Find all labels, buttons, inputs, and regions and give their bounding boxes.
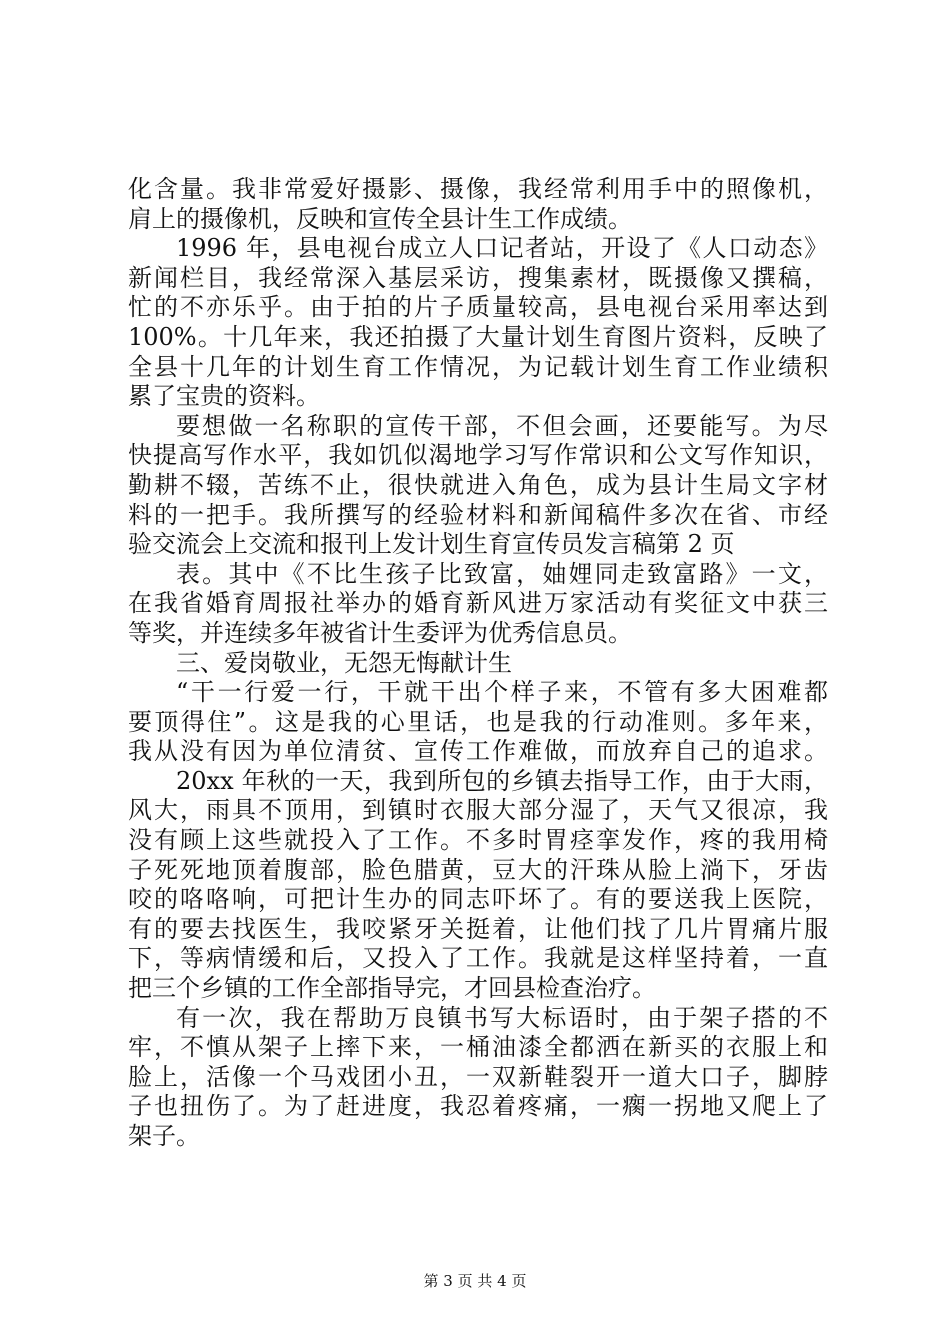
text-line: 1996 年，县电视台成立人口记者站，开设了《人口动态》 [176,234,828,263]
text-line: 化含量。我非常爱好摄影、摄像，我经常利用手中的照像机， [128,175,828,203]
text-line: 表。其中《不比生孩子比致富，妯娌同走致富路》一文， [176,559,828,588]
text-line: 我从没有因为单位清贫、宣传工作难做，而放弃自己的追求。 [128,737,828,766]
text-line: 三、爱岗敬业，无怨无悔献计生 [176,648,512,677]
text-line: 子也扭伤了。为了赶进度，我忍着疼痛，一瘸一拐地又爬上了 [128,1092,828,1121]
text-line: “干一行爱一行，干就干出个样子来，不管有多大困难都 [176,678,828,707]
page-footer: 第 3 页 共 4 页 [423,1272,527,1290]
text-line: 肩上的摄像机，反映和宣传全县计生工作成绩。 [128,204,632,233]
text-line: 勤耕不辍，苦练不止，很快就进入角色，成为县计生局文字材 [128,470,828,499]
text-line: 新闻栏目，我经常深入基层采访，搜集素材，既摄像又撰稿， [128,263,828,292]
text-line: 忙的不亦乐乎。由于拍的片子质量较高，县电视台采用率达到 [128,293,828,322]
text-line: 有一次，我在帮助万良镇书写大标语时，由于架子搭的不 [176,1003,828,1032]
text-line: 全县十几年的计划生育工作情况，为记载计划生育工作业绩积 [128,352,828,381]
text-line: 牢，不慎从架子上摔下来，一桶油漆全都洒在新买的衣服上和 [128,1033,828,1062]
text-line: 要想做一名称职的宣传干部，不但会画，还要能写。为尽 [176,411,828,440]
text-line: 架子。 [128,1122,200,1150]
text-line: 咬的咯咯响，可把计生办的同志吓坏了。有的要送我上医院， [128,885,828,914]
text-line: 快提高写作水平，我如饥似渴地学习写作常识和公文写作知识， [128,441,828,470]
text-line: 验交流会上交流和报刊上发计划生育宣传员发言稿第 2 页 [128,530,735,559]
text-line: 把三个乡镇的工作全部指导完，才回县检查治疗。 [128,974,656,1003]
text-line: 脸上，活像一个马戏团小丑，一双新鞋裂开一道大口子，脚脖 [128,1062,828,1091]
text-line: 100%。十几年来，我还拍摄了大量计划生育图片资料，反映了 [128,322,828,351]
text-line: 累了宝贵的资料。 [128,382,320,411]
body-text [128,175,828,1152]
text-line: 20xx 年秋的一天，我到所包的乡镇去指导工作，由于大雨， [176,766,828,795]
text-line: 风大，雨具不顶用，到镇时衣服大部分湿了，天气又很凉，我 [128,796,828,825]
text-line: 有的要去找医生，我咬紧牙关挺着，让他们找了几片胃痛片服 [128,914,828,943]
text-line: 要顶得住”。这是我的心里话，也是我的行动准则。多年来， [128,707,828,736]
text-line: 没有顾上这些就投入了工作。不多时胃痉挛发作，疼的我用椅 [128,826,828,855]
text-line: 下，等病情缓和后，又投入了工作。我就是这样坚持着，一直 [128,944,828,973]
text-line: 等奖，并连续多年被省计生委评为优秀信息员。 [128,618,632,647]
text-line: 在我省婚育周报社举办的婚育新风进万家活动有奖征文中获三 [128,589,828,618]
text-line: 料的一把手。我所撰写的经验材料和新闻稿件多次在省、市经 [128,500,828,529]
text-line: 子死死地顶着腹部，脸色腊黄，豆大的汗珠从脸上淌下，牙齿 [128,855,828,884]
